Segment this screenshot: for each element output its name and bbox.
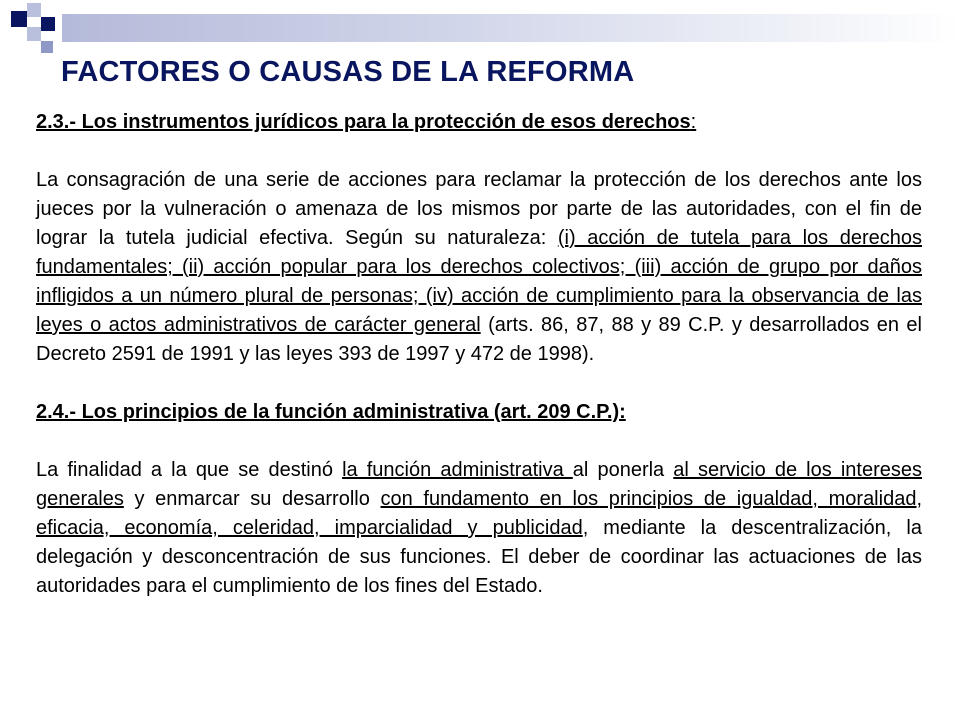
section-2-3-heading-line <box>36 108 922 137</box>
section-2-3-heading-colon: : <box>690 111 697 133</box>
slide-body <box>36 108 922 601</box>
section-2-4-heading: 2.4.- Los principios de la función administrativa (art. 209 C.P.): <box>36 401 626 423</box>
section-2-4-part7: , mediante la descentralización, la delegación y desconcentración de sus funciones. El deber de coordinar las actuaciones de las autoridades para el cumplimiento de los fines del Estado. <box>36 517 922 597</box>
section-2-4-part3: al ponerla <box>572 459 674 481</box>
section-2-4-part2: la función administrativa <box>342 459 573 481</box>
decor-square-dark-2 <box>41 17 55 31</box>
section-2-3-closing: (arts. 86, 87, 88 y 89 C.P. y desarrollados en el Decreto 2591 de 1991 y las leyes 393 de 1997 y 472 de 1998). <box>36 314 922 365</box>
decor-square-light-2 <box>27 27 41 41</box>
slide-title: FACTORES O CAUSAS DE LA REFORMA <box>61 56 635 88</box>
section-2-3-heading: 2.3.- Los instrumentos jurídicos para la protección de esos derechos <box>36 111 691 133</box>
section-2-3-paragraph <box>36 166 922 369</box>
header-gradient-bar <box>62 14 960 42</box>
section-2-4-paragraph <box>36 456 922 601</box>
section-2-4-part1: La finalidad a la que se destinó <box>36 459 343 481</box>
section-2-3-actions: (i) acción de tutela para los derechos fundamentales; (ii) acción popular para los derechos colectivos; (iii) acción de grupo por daños infligidos a un número plural de personas; (iv) acción de cumplimiento para la observancia de las leyes o actos administrativos de carácter general <box>36 227 922 336</box>
decor-square-light-1 <box>27 3 41 17</box>
section-2-4-part5: y enmarcar su desarrollo <box>123 488 381 510</box>
section-2-3-intro: La consagración de una serie de acciones para reclamar la protección de los derechos ante los jueces por la vulneración o amenaza de los mismos por parte de las autoridades, con el fin de lograr la tutela judicial efectiva. Según su naturaleza: <box>36 169 922 249</box>
section-2-4-part6: con fundamento en los principios de igualdad, moralidad, eficacia, economía, celeridad, imparcialidad y publicidad <box>36 488 922 539</box>
section-2-4-heading-line <box>36 398 922 427</box>
decor-square-mid <box>41 41 53 53</box>
section-2-4-part4: al servicio de los intereses generales <box>36 459 922 510</box>
decor-square-dark-1 <box>11 11 27 27</box>
